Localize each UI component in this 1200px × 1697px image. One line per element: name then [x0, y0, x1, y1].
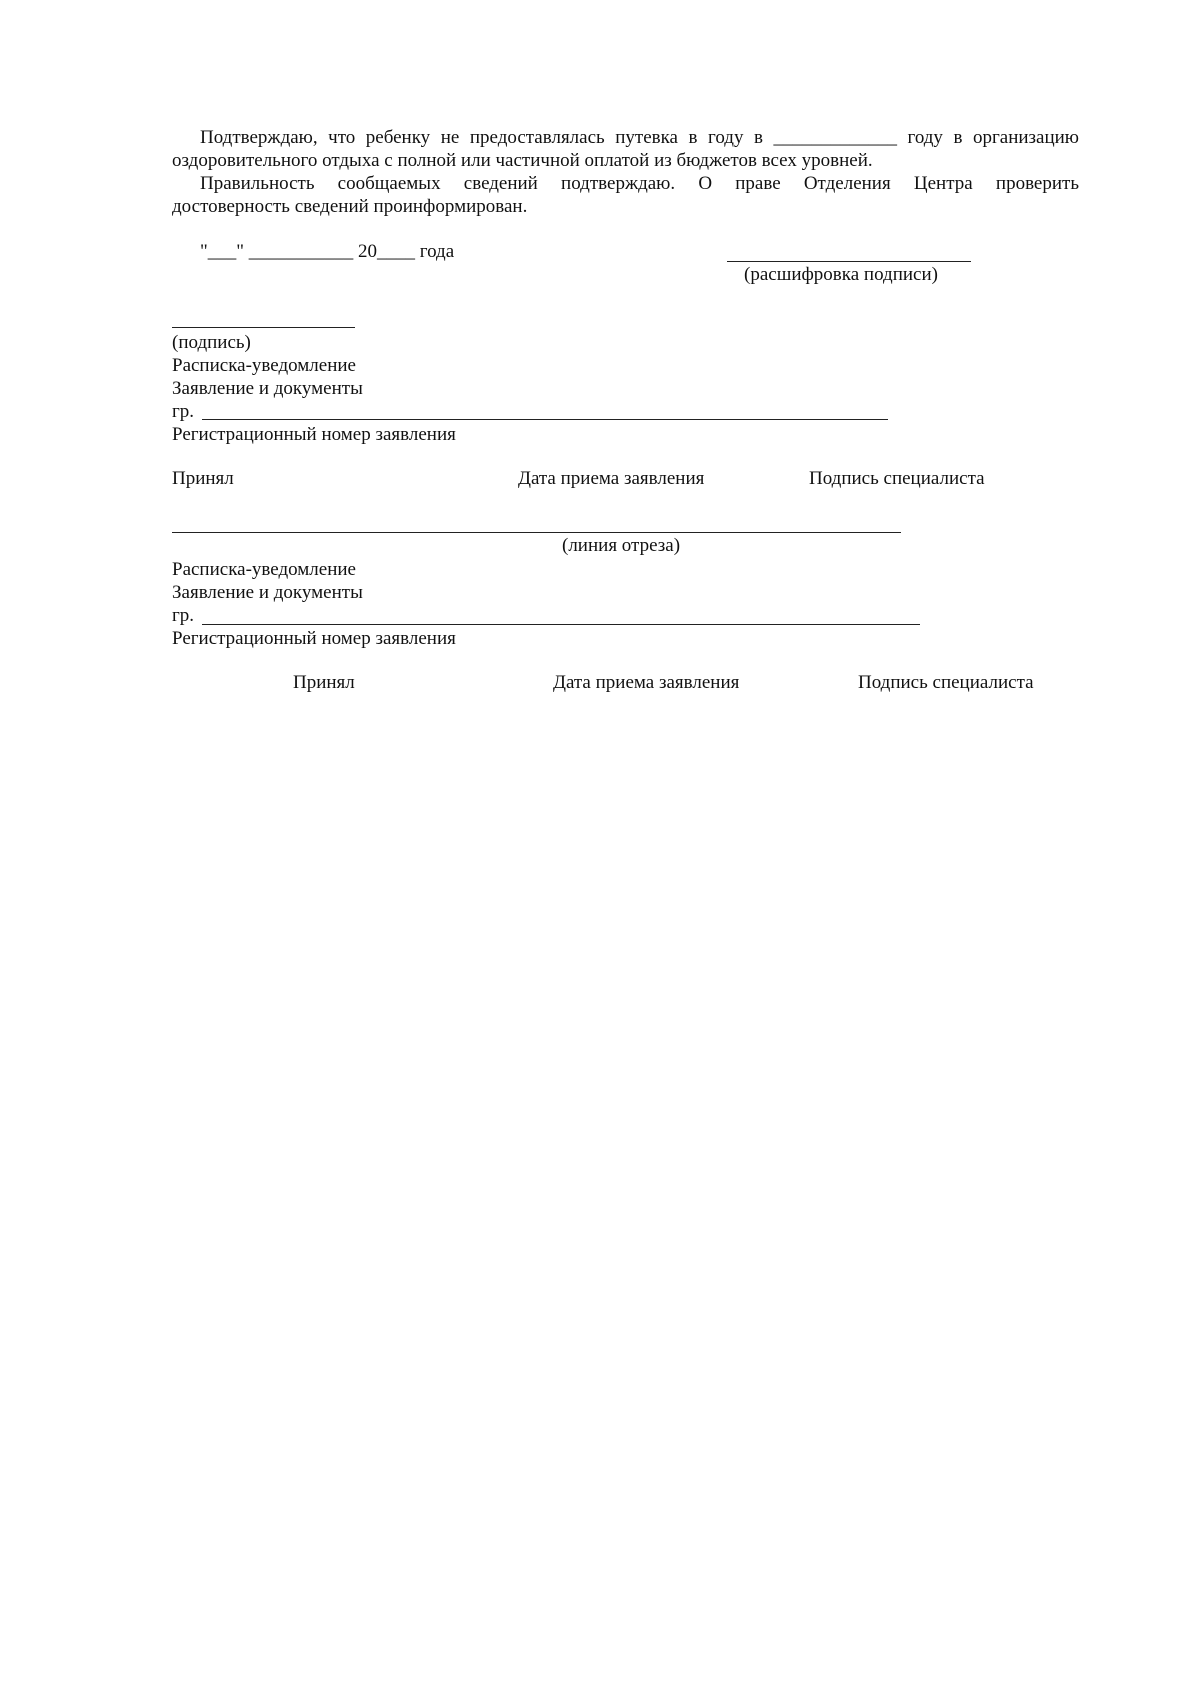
signature-underline: [172, 327, 355, 328]
signature-decode-label: (расшифровка подписи): [744, 264, 938, 285]
signature-decode-underline: [727, 261, 971, 262]
confirmation-line-3: Правильность сообщаемых сведений подтверждаю. О праве Отделения Центра проверить: [200, 173, 1079, 194]
date-line: "___" ___________ 20____ года: [200, 241, 455, 262]
receipt-1-citizen-underline: [202, 419, 888, 420]
receipt-2-reg-number: Регистрационный номер заявления: [172, 628, 456, 649]
confirmation-line-1: Подтверждаю, что ребенку не предоставлялась путевка в году в _____________ году в организацию: [200, 127, 1079, 148]
receipt-2-citizen-prefix: гр.: [172, 605, 195, 626]
receipt-2-title: Расписка-уведомление: [172, 559, 356, 580]
receipt-1-specialist-signature: Подпись специалиста: [809, 468, 985, 489]
receipt-1-date-received: Дата приема заявления: [518, 468, 705, 489]
receipt-1-accepted: Принял: [172, 468, 234, 489]
receipt-1-docs: Заявление и документы: [172, 378, 363, 399]
signature-label: (подпись): [172, 332, 251, 353]
receipt-1-title: Расписка-уведомление: [172, 355, 356, 376]
confirmation-line-2: оздоровительного отдыха с полной или частичной оплатой из бюджетов всех уровней.: [172, 150, 873, 171]
receipt-2-date-received: Дата приема заявления: [553, 672, 740, 693]
confirmation-line-4: достоверность сведений проинформирован.: [172, 196, 528, 217]
cut-line-label: (линия отреза): [562, 535, 681, 556]
receipt-2-citizen-underline: [202, 624, 920, 625]
receipt-2-accepted: Принял: [293, 672, 355, 693]
receipt-1-reg-number: Регистрационный номер заявления: [172, 424, 456, 445]
receipt-2-specialist-signature: Подпись специалиста: [858, 672, 1034, 693]
receipt-1-citizen-prefix: гр.: [172, 401, 195, 422]
cut-line: [172, 532, 901, 533]
receipt-2-docs: Заявление и документы: [172, 582, 363, 603]
